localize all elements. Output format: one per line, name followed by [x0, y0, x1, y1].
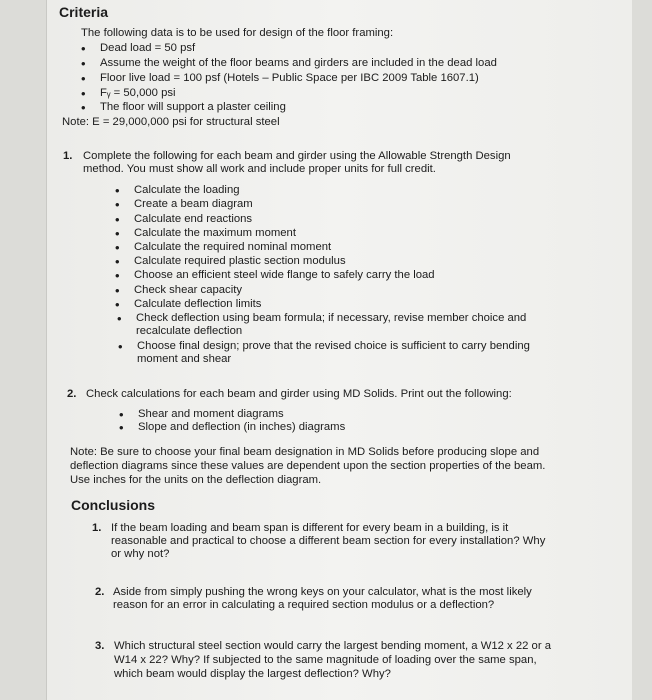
criteria-item: • Dead load = 50 psf: [100, 42, 195, 55]
question3-line2: W14 x 22? Why? If subjected to the same magnitude of loading over the same span,: [114, 654, 537, 666]
task2-item: • Slope and deflection (in inches) diagrams: [138, 421, 345, 434]
task1-item: • Choose an efficient steel wide flange to safely carry the load: [134, 269, 435, 282]
question2-number: 2.: [95, 586, 105, 598]
task1-item: • Calculate end reactions: [134, 213, 252, 226]
criteria-intro: The following data is to be used for design of the floor framing:: [81, 27, 394, 39]
question3-line1: Which structural steel section would carry the largest bending moment, a W12 x 22 or a: [114, 640, 552, 652]
task2-number: 2.: [67, 388, 77, 400]
task2-item: • Shear and moment diagrams: [138, 408, 284, 421]
task1-item-10-line2: recalculate deflection: [136, 325, 243, 337]
task1-item-11-line2: moment and shear: [137, 353, 232, 365]
md-solids-note-line3: Use inches for the units on the deflection diagram.: [70, 474, 322, 486]
document-page: [46, 0, 632, 700]
question1-line1: If the beam loading and beam span is different for every beam in a building, is it: [111, 522, 509, 534]
task1-text-line2: method. You must show all work and include proper units for full credit.: [83, 163, 436, 175]
task2-text: Check calculations for each beam and girder using MD Solids. Print out the following:: [86, 388, 512, 400]
task1-item: • Calculate deflection limits: [134, 298, 261, 311]
question1-line2: reasonable and practical to choose a different beam section for every installation? Why: [111, 535, 546, 547]
criteria-note: Note: E = 29,000,000 psi for structural steel: [62, 116, 280, 128]
question1-number: 1.: [92, 522, 102, 534]
criteria-item: • The floor will support a plaster ceiling: [100, 101, 286, 114]
task1-item-10-line1: • Check deflection using beam formula; if necessary, revise member choice and: [136, 312, 526, 325]
task1-item: • Calculate the required nominal moment: [134, 241, 331, 254]
criteria-heading: Criteria: [59, 4, 109, 20]
task1-text-line1: Complete the following for each beam and girder using the Allowable Strength Design: [83, 150, 511, 162]
task1-item: • Create a beam diagram: [134, 198, 253, 211]
criteria-item: • Assume the weight of the floor beams and girders are included in the dead load: [100, 57, 497, 70]
question1-line3: or why not?: [111, 548, 170, 560]
conclusions-heading: Conclusions: [71, 497, 156, 513]
md-solids-note-line2: deflection diagrams since these values are dependent upon the section properties of the beam.: [70, 460, 546, 472]
question3-line3: which beam would display the largest deflection? Why?: [114, 668, 391, 680]
criteria-item: • Floor live load = 100 psf (Hotels – Public Space per IBC 2009 Table 1607.1): [100, 72, 479, 85]
task1-item: • Check shear capacity: [134, 284, 242, 297]
task1-item-11-line1: • Choose final design; prove that the revised choice is sufficient to carry bending: [137, 340, 530, 353]
question2-line2: reason for an error in calculating a required section modulus or a deflection?: [113, 599, 495, 611]
question3-number: 3.: [95, 640, 105, 652]
task1-number: 1.: [63, 150, 73, 162]
task1-item: • Calculate required plastic section modulus: [134, 255, 346, 268]
md-solids-note-line1: Note: Be sure to choose your final beam designation in MD Solids before producing slope and: [70, 446, 540, 458]
task1-item: • Calculate the loading: [134, 184, 240, 197]
criteria-item: • Fᵧ = 50,000 psi: [100, 87, 176, 100]
question2-line1: Aside from simply pushing the wrong keys on your calculator, what is the most likely: [113, 586, 532, 598]
task1-item: • Calculate the maximum moment: [134, 227, 296, 240]
